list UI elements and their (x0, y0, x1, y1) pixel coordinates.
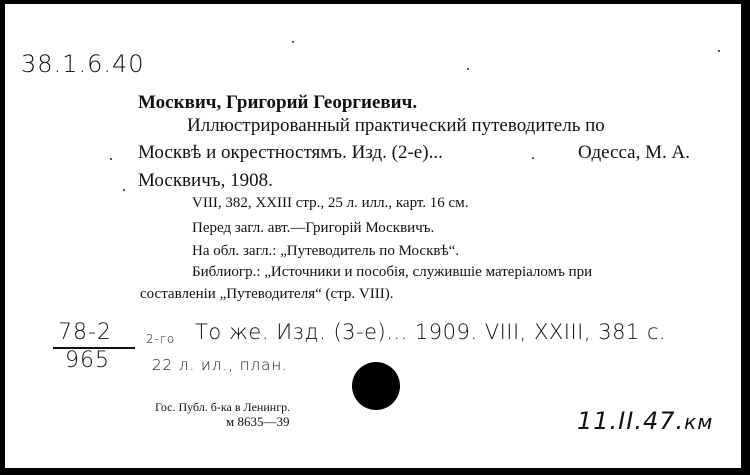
note-cover-title: На обл. загл.: „Путеводитель по Москвѣ“. (192, 243, 460, 259)
title-line-2: Москвѣ и окрестностямъ. Изд. (2-е)... (138, 142, 443, 163)
title-line-2-imprint: Одесса, М. А. (578, 142, 690, 163)
note-collation: VIII, 382, XXIII стр., 25 л. илл., карт. 16 см. (192, 195, 469, 211)
handwritten-edition: То же. Изд. (3-е)... 1909. VIII, XXIII, 381 с. (195, 320, 667, 344)
library-stamp-line-2: м 8635—39 (226, 414, 290, 429)
speck (110, 158, 112, 160)
shelf-mark-bottom: 965 (65, 348, 110, 373)
speck (123, 189, 125, 191)
speck (532, 157, 534, 159)
handwritten-note-small: 2-го (146, 332, 176, 346)
shelf-mark-top: 78-2 (58, 320, 112, 345)
handwritten-plates: 22 л. ил., план. (152, 356, 288, 374)
note-bibliography-2: составленіи „Путеводителя“ (стр. VIII). (140, 286, 394, 302)
note-bibliography-1: Библиогр.: „Источники и пособія, служившіе матеріаломъ при (192, 264, 593, 280)
speck (718, 50, 720, 52)
speck (292, 41, 294, 43)
call-number: 38.1.6.40 (21, 50, 145, 78)
handwritten-date: 11.II.47.км (577, 407, 714, 435)
library-stamp-line-1: Гос. Публ. б-ка в Ленингр. (155, 400, 291, 414)
catalog-card (5, 4, 741, 468)
note-author: Перед загл. авт.—Григорій Москвичъ. (192, 220, 435, 236)
title-line-3: Москвичъ, 1908. (138, 170, 273, 191)
punch-hole (352, 362, 400, 410)
speck (467, 68, 469, 70)
title-line-1: Иллюстрированный практический путеводитель по (187, 115, 605, 136)
author-heading: Москвич, Григорий Георгиевич. (138, 92, 418, 113)
